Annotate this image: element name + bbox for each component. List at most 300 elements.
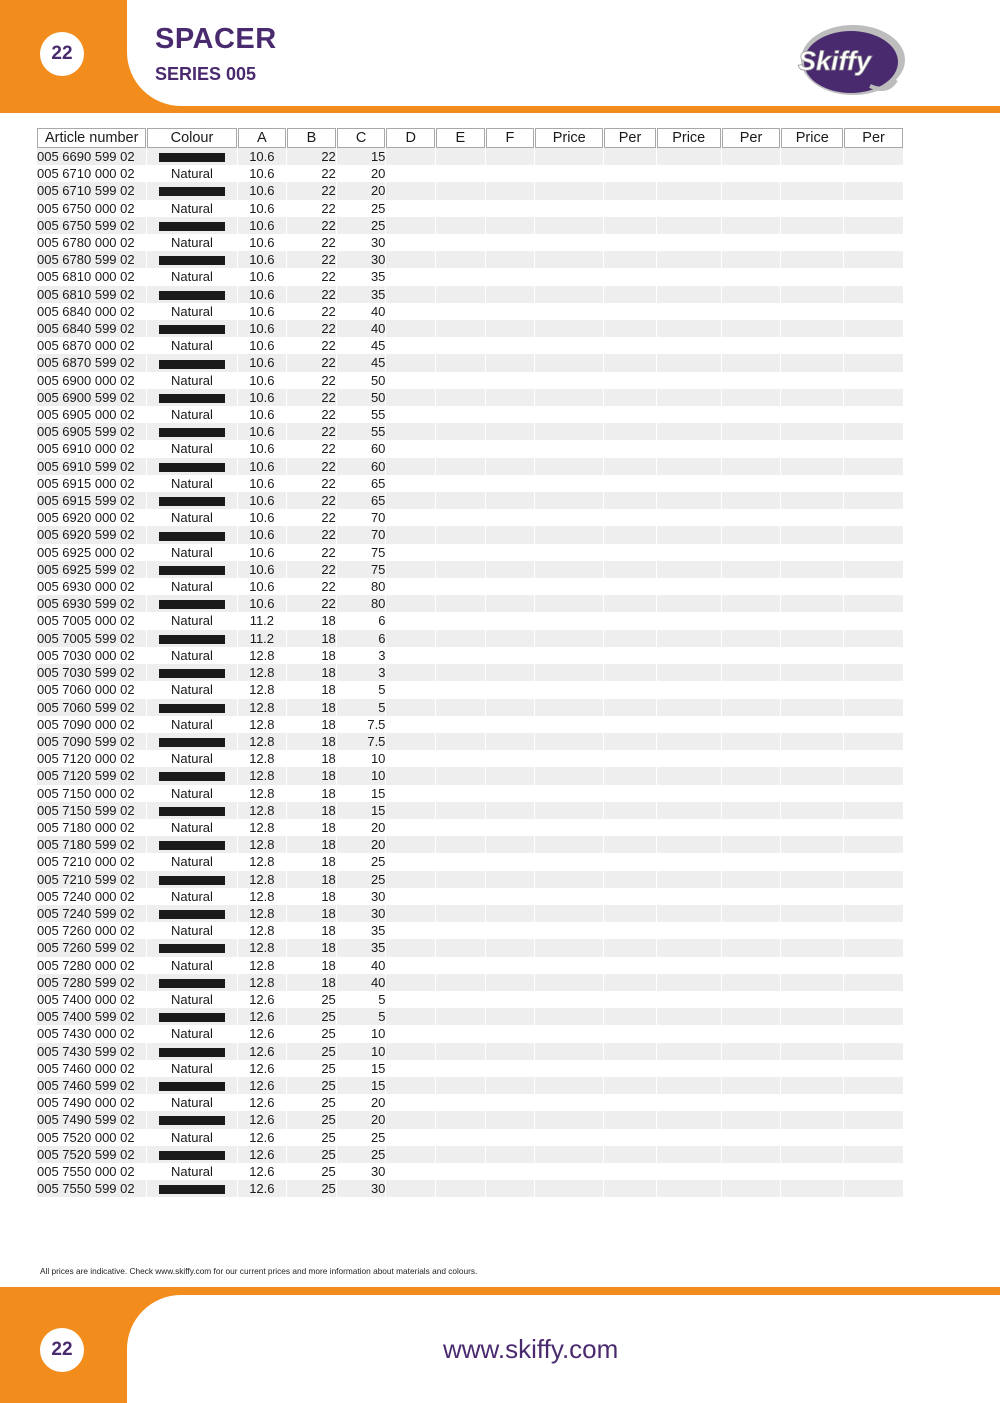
dimension-e-cell (436, 148, 485, 165)
table-row (37, 871, 903, 888)
price-cell (657, 750, 721, 767)
colour-cell: Natural (147, 612, 236, 629)
price-cell (657, 475, 721, 492)
article-number-cell: 005 7430 000 02 (37, 1025, 146, 1042)
dimension-a-cell: 10.6 (238, 251, 287, 268)
dimension-f-cell (486, 871, 535, 888)
per-cell (604, 406, 656, 423)
colour-cell (147, 630, 236, 647)
per-cell (844, 509, 903, 526)
black-colour-swatch (159, 1151, 225, 1160)
price-cell (535, 716, 603, 733)
per-cell (604, 647, 656, 664)
per-cell (604, 716, 656, 733)
article-number-cell: 005 7090 000 02 (37, 716, 146, 733)
dimension-a-cell: 12.6 (238, 1111, 287, 1128)
table-row (37, 647, 903, 664)
price-cell (657, 974, 721, 991)
dimension-b-cell: 22 (287, 165, 336, 182)
price-cell (781, 320, 843, 337)
per-cell (844, 939, 903, 956)
colour-cell (147, 1043, 236, 1060)
column-header: A (238, 128, 287, 148)
dimension-a-cell: 12.8 (238, 716, 287, 733)
price-cell (781, 716, 843, 733)
dimension-a-cell: 12.8 (238, 699, 287, 716)
article-number-cell: 005 6780 000 02 (37, 234, 146, 251)
dimension-e-cell (436, 922, 485, 939)
dimension-d-cell (386, 888, 435, 905)
dimension-e-cell (436, 802, 485, 819)
dimension-b-cell: 25 (287, 1163, 336, 1180)
dimension-b-cell: 18 (287, 630, 336, 647)
table-row (37, 1180, 903, 1197)
skiffy-logo[interactable] (792, 20, 910, 102)
colour-cell: Natural (147, 372, 236, 389)
price-cell (781, 286, 843, 303)
colour-cell: Natural (147, 475, 236, 492)
price-cell (781, 1180, 843, 1197)
price-cell (781, 1094, 843, 1111)
dimension-c-cell: 40 (337, 974, 386, 991)
per-cell (844, 819, 903, 836)
article-number-cell: 005 7060 000 02 (37, 681, 146, 698)
dimension-a-cell: 12.8 (238, 871, 287, 888)
table-row (37, 217, 903, 234)
dimension-e-cell (436, 681, 485, 698)
colour-cell: Natural (147, 1129, 236, 1146)
per-cell (722, 578, 781, 595)
per-cell (722, 268, 781, 285)
colour-cell (147, 733, 236, 750)
article-number-cell: 005 6905 599 02 (37, 423, 146, 440)
black-colour-swatch (159, 1116, 225, 1125)
article-number-cell: 005 6780 599 02 (37, 251, 146, 268)
price-cell (657, 406, 721, 423)
article-number-cell: 005 7060 599 02 (37, 699, 146, 716)
dimension-d-cell (386, 733, 435, 750)
price-cell (535, 509, 603, 526)
dimension-c-cell: 40 (337, 957, 386, 974)
price-cell (781, 1060, 843, 1077)
dimension-f-cell (486, 1163, 535, 1180)
colour-cell (147, 699, 236, 716)
dimension-c-cell: 5 (337, 991, 386, 1008)
dimension-e-cell (436, 612, 485, 629)
per-cell (844, 1180, 903, 1197)
dimension-c-cell: 10 (337, 1043, 386, 1060)
colour-cell (147, 1180, 236, 1197)
dimension-b-cell: 22 (287, 509, 336, 526)
per-cell (722, 871, 781, 888)
table-row (37, 458, 903, 475)
dimension-d-cell (386, 1129, 435, 1146)
dimension-b-cell: 22 (287, 440, 336, 457)
colour-cell: Natural (147, 1094, 236, 1111)
dimension-d-cell (386, 1008, 435, 1025)
price-cell (781, 354, 843, 371)
per-cell (604, 320, 656, 337)
dimension-d-cell (386, 939, 435, 956)
dimension-c-cell: 15 (337, 148, 386, 165)
colour-cell (147, 767, 236, 784)
dimension-c-cell: 30 (337, 234, 386, 251)
dimension-b-cell: 22 (287, 423, 336, 440)
colour-cell (147, 286, 236, 303)
per-cell (722, 767, 781, 784)
dimension-f-cell (486, 372, 535, 389)
black-colour-swatch (159, 738, 225, 747)
table-row (37, 716, 903, 733)
article-number-cell: 005 6840 000 02 (37, 303, 146, 320)
black-colour-swatch (159, 772, 225, 781)
per-cell (604, 458, 656, 475)
per-cell (844, 922, 903, 939)
dimension-a-cell: 12.6 (238, 1180, 287, 1197)
price-cell (657, 217, 721, 234)
price-cell (657, 1163, 721, 1180)
logo-text: Skiffy (798, 46, 872, 76)
dimension-e-cell (436, 544, 485, 561)
dimension-e-cell (436, 526, 485, 543)
price-cell (535, 1025, 603, 1042)
colour-cell: Natural (147, 303, 236, 320)
dimension-f-cell (486, 251, 535, 268)
article-number-cell: 005 6900 599 02 (37, 389, 146, 406)
dimension-d-cell (386, 664, 435, 681)
price-cell (781, 1025, 843, 1042)
dimension-f-cell (486, 200, 535, 217)
colour-cell (147, 148, 236, 165)
price-cell (781, 647, 843, 664)
dimension-e-cell (436, 372, 485, 389)
article-number-cell: 005 6750 000 02 (37, 200, 146, 217)
black-colour-swatch (159, 566, 225, 575)
dimension-b-cell: 18 (287, 836, 336, 853)
dimension-c-cell: 60 (337, 440, 386, 457)
page-title: SPACER (155, 23, 277, 55)
dimension-a-cell: 10.6 (238, 475, 287, 492)
column-header: Per (844, 128, 903, 148)
dimension-f-cell (486, 286, 535, 303)
dimension-b-cell: 22 (287, 148, 336, 165)
per-cell (844, 526, 903, 543)
price-cell (657, 785, 721, 802)
dimension-a-cell: 10.6 (238, 182, 287, 199)
colour-cell (147, 251, 236, 268)
dimension-e-cell (436, 939, 485, 956)
price-cell (657, 320, 721, 337)
price-cell (781, 406, 843, 423)
dimension-d-cell (386, 612, 435, 629)
per-cell (722, 320, 781, 337)
colour-cell: Natural (147, 165, 236, 182)
dimension-b-cell: 18 (287, 750, 336, 767)
dimension-d-cell (386, 630, 435, 647)
dimension-c-cell: 5 (337, 699, 386, 716)
dimension-d-cell (386, 217, 435, 234)
dimension-f-cell (486, 699, 535, 716)
table-row (37, 1111, 903, 1128)
per-cell (604, 165, 656, 182)
price-cell (657, 1180, 721, 1197)
dimension-a-cell: 10.6 (238, 165, 287, 182)
dimension-a-cell: 12.6 (238, 1008, 287, 1025)
black-colour-swatch (159, 704, 225, 713)
dimension-e-cell (436, 647, 485, 664)
dimension-e-cell (436, 595, 485, 612)
dimension-d-cell (386, 1094, 435, 1111)
per-cell (722, 974, 781, 991)
dimension-d-cell (386, 1043, 435, 1060)
colour-cell (147, 492, 236, 509)
dimension-b-cell: 18 (287, 733, 336, 750)
per-cell (844, 785, 903, 802)
article-number-cell: 005 7150 000 02 (37, 785, 146, 802)
price-cell (657, 699, 721, 716)
per-cell (844, 458, 903, 475)
dimension-f-cell (486, 681, 535, 698)
dimension-b-cell: 18 (287, 664, 336, 681)
dimension-c-cell: 25 (337, 217, 386, 234)
dimension-c-cell: 20 (337, 836, 386, 853)
dimension-f-cell (486, 389, 535, 406)
per-cell (844, 699, 903, 716)
price-cell (535, 217, 603, 234)
price-cell (657, 767, 721, 784)
dimension-d-cell (386, 268, 435, 285)
article-number-cell: 005 6925 599 02 (37, 561, 146, 578)
per-cell (844, 905, 903, 922)
dimension-f-cell (486, 1094, 535, 1111)
price-cell (781, 165, 843, 182)
price-cell (781, 544, 843, 561)
price-cell (781, 853, 843, 870)
dimension-b-cell: 22 (287, 251, 336, 268)
dimension-e-cell (436, 423, 485, 440)
dimension-e-cell (436, 234, 485, 251)
dimension-a-cell: 12.8 (238, 888, 287, 905)
per-cell (604, 802, 656, 819)
per-cell (844, 871, 903, 888)
dimension-b-cell: 25 (287, 991, 336, 1008)
per-cell (844, 182, 903, 199)
price-cell (657, 802, 721, 819)
dimension-a-cell: 12.8 (238, 905, 287, 922)
dimension-f-cell (486, 1008, 535, 1025)
price-cell (657, 681, 721, 698)
per-cell (844, 475, 903, 492)
article-number-cell: 005 7490 000 02 (37, 1094, 146, 1111)
table-row (37, 423, 903, 440)
dimension-e-cell (436, 716, 485, 733)
dimension-f-cell (486, 974, 535, 991)
table-row (37, 182, 903, 199)
dimension-e-cell (436, 699, 485, 716)
price-cell (535, 165, 603, 182)
table-row (37, 475, 903, 492)
per-cell (604, 1180, 656, 1197)
dimension-c-cell: 5 (337, 1008, 386, 1025)
price-cell (657, 1025, 721, 1042)
dimension-c-cell: 55 (337, 406, 386, 423)
per-cell (604, 871, 656, 888)
dimension-a-cell: 10.6 (238, 544, 287, 561)
price-cell (781, 785, 843, 802)
price-cell (657, 458, 721, 475)
colour-cell: Natural (147, 647, 236, 664)
dimension-b-cell: 25 (287, 1111, 336, 1128)
dimension-d-cell (386, 475, 435, 492)
article-number-cell: 005 7210 000 02 (37, 853, 146, 870)
article-number-cell: 005 7400 000 02 (37, 991, 146, 1008)
per-cell (604, 1163, 656, 1180)
per-cell (844, 1060, 903, 1077)
price-cell (657, 905, 721, 922)
dimension-a-cell: 12.8 (238, 922, 287, 939)
colour-cell: Natural (147, 578, 236, 595)
dimension-c-cell: 25 (337, 853, 386, 870)
per-cell (844, 630, 903, 647)
price-cell (535, 337, 603, 354)
price-cell (535, 148, 603, 165)
dimension-c-cell: 10 (337, 767, 386, 784)
price-cell (781, 423, 843, 440)
price-cell (657, 526, 721, 543)
dimension-d-cell (386, 802, 435, 819)
price-cell (535, 578, 603, 595)
table-row (37, 974, 903, 991)
dimension-c-cell: 35 (337, 286, 386, 303)
per-cell (844, 1077, 903, 1094)
price-cell (535, 1111, 603, 1128)
dimension-c-cell: 15 (337, 1077, 386, 1094)
per-cell (844, 853, 903, 870)
article-number-cell: 005 6690 599 02 (37, 148, 146, 165)
per-cell (604, 440, 656, 457)
per-cell (604, 699, 656, 716)
dimension-c-cell: 7.5 (337, 733, 386, 750)
price-cell (535, 922, 603, 939)
per-cell (722, 337, 781, 354)
per-cell (722, 1043, 781, 1060)
black-colour-swatch (159, 1048, 225, 1057)
price-cell (535, 664, 603, 681)
table-row (37, 406, 903, 423)
per-cell (844, 1163, 903, 1180)
black-colour-swatch (159, 153, 225, 162)
price-cell (781, 630, 843, 647)
price-cell (535, 888, 603, 905)
dimension-c-cell: 65 (337, 475, 386, 492)
price-cell (657, 957, 721, 974)
dimension-a-cell: 10.6 (238, 423, 287, 440)
colour-cell (147, 320, 236, 337)
price-cell (781, 182, 843, 199)
dimension-a-cell: 12.8 (238, 802, 287, 819)
per-cell (604, 630, 656, 647)
table-row (37, 526, 903, 543)
table-row (37, 750, 903, 767)
dimension-c-cell: 20 (337, 165, 386, 182)
dimension-c-cell: 25 (337, 1146, 386, 1163)
dimension-f-cell (486, 561, 535, 578)
website-link[interactable]: www.skiffy.com (443, 1334, 619, 1364)
dimension-f-cell (486, 819, 535, 836)
price-cell (781, 733, 843, 750)
dimension-e-cell (436, 458, 485, 475)
dimension-c-cell: 30 (337, 1180, 386, 1197)
per-cell (844, 286, 903, 303)
dimension-a-cell: 12.8 (238, 974, 287, 991)
per-cell (604, 372, 656, 389)
colour-cell (147, 389, 236, 406)
dimension-e-cell (436, 1111, 485, 1128)
price-cell (781, 750, 843, 767)
dimension-d-cell (386, 372, 435, 389)
dimension-b-cell: 22 (287, 268, 336, 285)
per-cell (604, 526, 656, 543)
dimension-e-cell (436, 1163, 485, 1180)
colour-cell (147, 595, 236, 612)
dimension-a-cell: 10.6 (238, 440, 287, 457)
black-colour-swatch (159, 187, 225, 196)
dimension-d-cell (386, 234, 435, 251)
dimension-e-cell (436, 1146, 485, 1163)
per-cell (604, 991, 656, 1008)
price-disclaimer: All prices are indicative. Check www.skiffy.com for our current prices and more information about materials and colours. (40, 1266, 478, 1276)
per-cell (844, 303, 903, 320)
table-body (37, 148, 903, 1197)
price-cell (535, 492, 603, 509)
dimension-d-cell (386, 148, 435, 165)
colour-cell: Natural (147, 1163, 236, 1180)
article-number-cell: 005 7120 599 02 (37, 767, 146, 784)
table-row (37, 612, 903, 629)
colour-cell: Natural (147, 991, 236, 1008)
price-cell (781, 268, 843, 285)
dimension-b-cell: 25 (287, 1077, 336, 1094)
dimension-c-cell: 70 (337, 509, 386, 526)
colour-cell (147, 423, 236, 440)
dimension-b-cell: 22 (287, 578, 336, 595)
price-cell (657, 182, 721, 199)
per-cell (604, 561, 656, 578)
dimension-a-cell: 10.6 (238, 561, 287, 578)
dimension-a-cell: 10.6 (238, 526, 287, 543)
article-number-cell: 005 6900 000 02 (37, 372, 146, 389)
dimension-d-cell (386, 509, 435, 526)
article-number-cell: 005 7120 000 02 (37, 750, 146, 767)
per-cell (722, 544, 781, 561)
price-cell (657, 1146, 721, 1163)
dimension-f-cell (486, 733, 535, 750)
dimension-c-cell: 15 (337, 1060, 386, 1077)
price-cell (781, 905, 843, 922)
price-cell (535, 1094, 603, 1111)
colour-cell: Natural (147, 853, 236, 870)
price-cell (657, 819, 721, 836)
colour-cell (147, 354, 236, 371)
dimension-e-cell (436, 630, 485, 647)
dimension-e-cell (436, 819, 485, 836)
dimension-c-cell: 60 (337, 458, 386, 475)
dimension-a-cell: 12.8 (238, 957, 287, 974)
colour-cell (147, 217, 236, 234)
dimension-b-cell: 22 (287, 372, 336, 389)
table-row (37, 819, 903, 836)
table-row (37, 802, 903, 819)
